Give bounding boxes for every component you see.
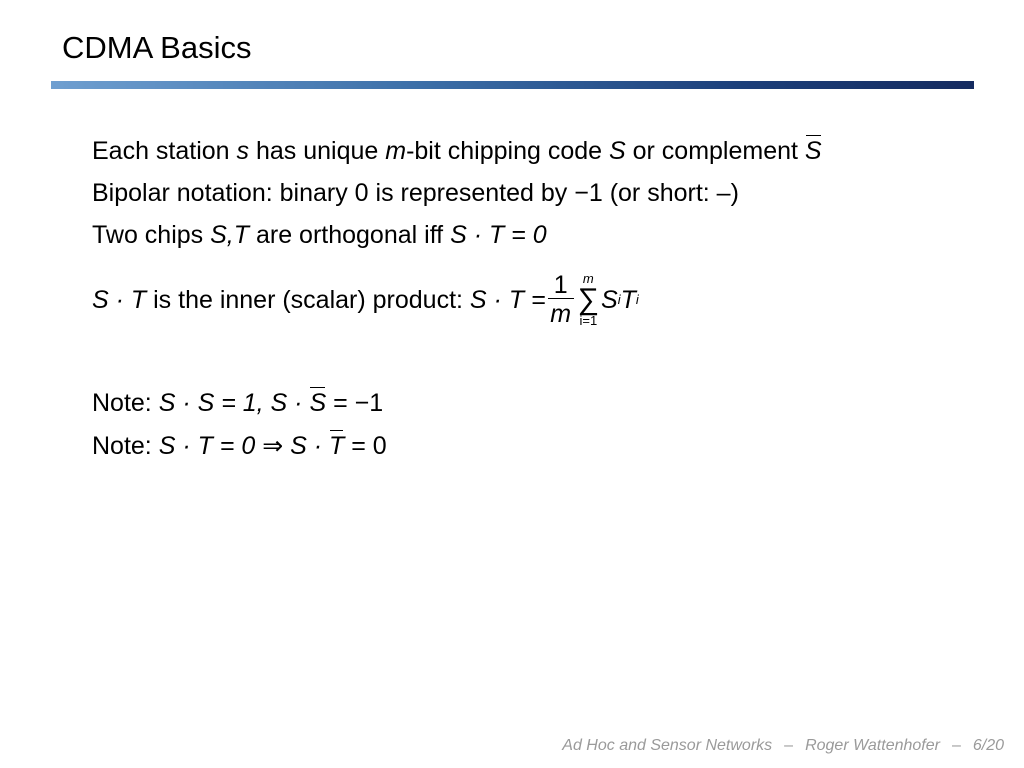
note-expression-tail: = −1 bbox=[326, 389, 384, 417]
footer-author: Roger Wattenhofer bbox=[805, 737, 940, 754]
inner-product-expr: S · T = bbox=[469, 286, 546, 314]
line-inner-product bbox=[92, 264, 639, 336]
note-self-product bbox=[92, 388, 383, 418]
fraction-denominator: m bbox=[550, 299, 572, 328]
note-expression: S · T = 0 ⇒ S · bbox=[158, 432, 329, 460]
line-bipolar-notation bbox=[92, 178, 739, 208]
note-expression: S · S = 1, S · bbox=[158, 389, 310, 417]
sum-sigma-icon: ∑ bbox=[577, 283, 600, 316]
note-expression-tail: = 0 bbox=[344, 432, 387, 460]
subscript-i: i bbox=[635, 292, 639, 307]
text: (or short: bbox=[602, 179, 717, 207]
slide-title: CDMA Basics bbox=[62, 30, 252, 65]
value-neg1: −1 bbox=[574, 179, 603, 207]
note-label: Note: bbox=[92, 432, 159, 460]
fraction-numerator: 1 bbox=[553, 270, 568, 299]
text: Bipolar notation: binary 0 is represented by bbox=[92, 179, 575, 207]
text: Each station bbox=[92, 137, 237, 165]
text: are orthogonal iff bbox=[249, 221, 451, 249]
sum-lower-limit: i=1 bbox=[579, 313, 598, 328]
var-m: m bbox=[385, 137, 407, 165]
inner-product-lhs: S · T bbox=[92, 286, 147, 314]
fraction bbox=[548, 272, 574, 329]
text: ) bbox=[730, 179, 739, 207]
title-underline-bar bbox=[51, 81, 974, 89]
note-orthogonal-complement bbox=[92, 431, 387, 461]
var-s: s bbox=[236, 137, 250, 165]
var-S-complement: S bbox=[804, 137, 822, 165]
var-S: S bbox=[608, 137, 626, 165]
note-label: Note: bbox=[92, 389, 159, 417]
var-S-complement: S bbox=[309, 389, 327, 417]
subscript-i: i bbox=[617, 292, 621, 307]
text: is the inner (scalar) product: bbox=[146, 286, 470, 314]
summation bbox=[578, 272, 599, 328]
line-orthogonal bbox=[92, 220, 547, 250]
var-T-complement: T bbox=[329, 432, 345, 460]
footer-course: Ad Hoc and Sensor Networks bbox=[562, 737, 773, 754]
text: has unique bbox=[249, 137, 386, 165]
sum-upper-limit: m bbox=[582, 271, 594, 286]
orthogonal-expression: S · T = 0 bbox=[450, 221, 547, 249]
chips-S-T: S,T bbox=[210, 221, 250, 249]
text: -bit chipping code bbox=[406, 137, 609, 165]
text: or complement bbox=[625, 137, 805, 165]
text: Two chips bbox=[92, 221, 211, 249]
footer-page-number: 6/20 bbox=[972, 737, 1004, 754]
line-chipping-code bbox=[92, 136, 822, 166]
footer-separator: – bbox=[784, 737, 794, 754]
footer bbox=[562, 737, 1004, 755]
term-T-i: T bbox=[620, 286, 636, 314]
term-S-i: S bbox=[601, 286, 618, 314]
minus-symbol: – bbox=[716, 179, 731, 207]
footer-separator: – bbox=[951, 737, 961, 754]
